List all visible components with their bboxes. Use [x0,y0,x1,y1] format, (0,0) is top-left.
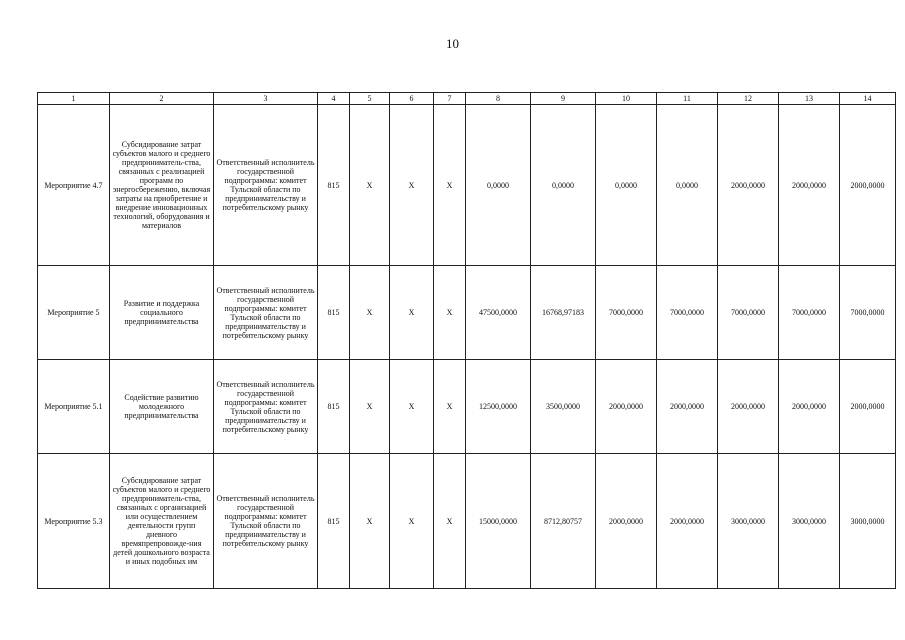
column-header: 6 [390,93,434,105]
table-cell: 15000,0000 [466,454,531,589]
header-row [38,93,896,105]
column-header: 9 [531,93,596,105]
column-header: 14 [840,93,896,105]
activity-id: Мероприятие 4.7 [38,105,110,266]
table-cell: X [390,454,434,589]
table-cell: 2000,0000 [596,454,657,589]
column-header: 8 [466,93,531,105]
column-header: 2 [110,93,214,105]
table-cell: 0,0000 [531,105,596,266]
responsible-executor: Ответственный исполнитель государственной подпрограммы: комитет Тульской области по предпринимательству и потребительскому рынку [214,266,318,360]
table-cell: X [434,360,466,454]
responsible-executor: Ответственный исполнитель государственной подпрограммы: комитет Тульской области по предпринимательству и потребительскому рынку [214,454,318,589]
table-cell: 12500,0000 [466,360,531,454]
activity-name: Субсидирование затрат субъектов малого и среднего предприниматель-ства, связанных с организацией или осуществлением деятельности групп дневного времяпрепровожде-ния детей дошкольного возраста и иных подобных им [110,454,214,589]
activity-name: Субсидирование затрат субъектов малого и среднего предприниматель-ства, связанных с реализацией программ по энергосбережению, включая затраты на приобретение и внедрение инновационных технологий, оборудования и материалов [110,105,214,266]
table-cell: X [434,105,466,266]
table-cell: 0,0000 [466,105,531,266]
column-header: 7 [434,93,466,105]
table-row [38,266,896,360]
table-row [38,360,896,454]
activity-id: Мероприятие 5 [38,266,110,360]
responsible-executor: Ответственный исполнитель государственной подпрограммы: комитет Тульской области по предпринимательству и потребительскому рынку [214,105,318,266]
column-header: 4 [318,93,350,105]
table-cell: 815 [318,266,350,360]
table-cell: 2000,0000 [779,360,840,454]
table-cell: 47500,0000 [466,266,531,360]
table-cell: X [390,360,434,454]
activity-name: Развитие и поддержка социального предпринимательства [110,266,214,360]
table-cell: 815 [318,105,350,266]
table-cell: 16768,97183 [531,266,596,360]
table-cell: X [350,360,390,454]
table-cell: X [350,105,390,266]
page-number: 10 [446,36,459,51]
table-cell: 7000,0000 [657,266,718,360]
column-header: 10 [596,93,657,105]
table-cell: 7000,0000 [779,266,840,360]
table-cell: 3000,0000 [840,454,896,589]
responsible-executor: Ответственный исполнитель государственной подпрограммы: комитет Тульской области по предпринимательству и потребительскому рынку [214,360,318,454]
table-cell: 0,0000 [657,105,718,266]
table-cell: 3000,0000 [779,454,840,589]
activity-id: Мероприятие 5.1 [38,360,110,454]
column-header: 5 [350,93,390,105]
table-cell: 3500,0000 [531,360,596,454]
table-cell: X [434,454,466,589]
table-cell: 815 [318,360,350,454]
table-cell: 2000,0000 [840,360,896,454]
table-cell: X [434,266,466,360]
table-cell: 2000,0000 [596,360,657,454]
column-header: 12 [718,93,779,105]
table-cell: X [350,266,390,360]
table-cell: 815 [318,454,350,589]
table-cell: X [350,454,390,589]
activities-table [37,92,896,589]
table-cell: 2000,0000 [657,454,718,589]
table-cell: X [390,266,434,360]
table-cell: 2000,0000 [718,105,779,266]
column-header: 13 [779,93,840,105]
table-cell: 2000,0000 [779,105,840,266]
activity-id: Мероприятие 5.3 [38,454,110,589]
table-row [38,105,896,266]
table-cell: 7000,0000 [718,266,779,360]
table-cell: 0,0000 [596,105,657,266]
table-cell: 2000,0000 [840,105,896,266]
table-cell: 2000,0000 [657,360,718,454]
column-header: 3 [214,93,318,105]
table-cell: X [390,105,434,266]
table-cell: 7000,0000 [596,266,657,360]
table-cell: 2000,0000 [718,360,779,454]
table-cell: 8712,80757 [531,454,596,589]
column-header: 1 [38,93,110,105]
table-cell: 3000,0000 [718,454,779,589]
table-cell: 7000,0000 [840,266,896,360]
activity-name: Содействие развитию молодежного предпринимательства [110,360,214,454]
table-row [38,454,896,589]
column-header: 11 [657,93,718,105]
